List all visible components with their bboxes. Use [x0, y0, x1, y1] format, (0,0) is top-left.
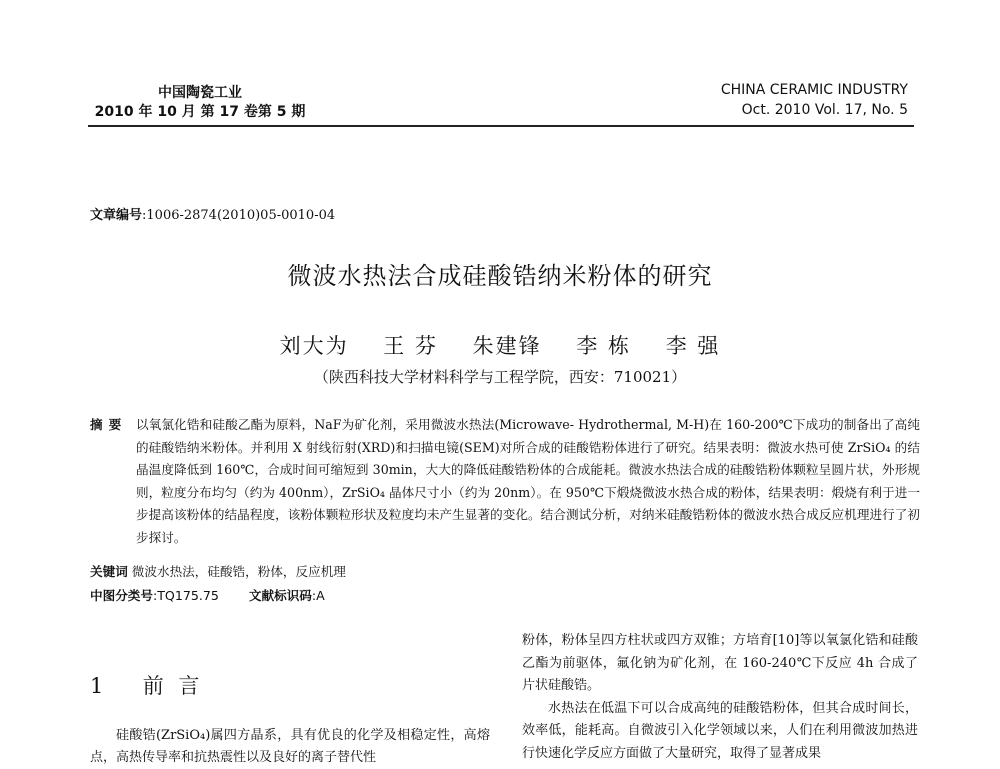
journal-header-en	[721, 80, 908, 120]
keywords-text: 微波水热法，硅酸锆，粉体，反应机理	[131, 564, 346, 579]
clc-label: 中图分类号	[90, 588, 153, 603]
issue-info-cn: 2010 年 10 月 第 17 卷第 5 期	[94, 104, 306, 120]
article-number	[90, 204, 335, 223]
author-list	[0, 330, 1000, 360]
right-column	[522, 630, 918, 765]
keywords	[90, 561, 346, 580]
header-divider	[88, 125, 914, 127]
keywords-label: 关键词	[90, 564, 128, 579]
classification-line	[90, 585, 325, 604]
article-number-value: :1006-2874(2010)05-0010-04	[142, 208, 336, 223]
paper-title: 微波水热法合成硅酸锆纳米粉体的研究	[287, 262, 713, 290]
doc-code-label: 文献标识码	[248, 588, 312, 603]
journal-name-en: CHINA CERAMIC INDUSTRY	[720, 82, 908, 98]
clc-value: :TQ175.75	[152, 588, 219, 603]
section-title: 前 言	[142, 674, 204, 698]
journal-header-cn	[90, 84, 310, 122]
author-affiliation: （陕西科技大学材料科学与工程学院，西安：710021）	[313, 368, 687, 386]
author: 李 栋	[576, 334, 632, 358]
abstract-text: 以氧氯化锆和硅酸乙酯为原料，NaF为矿化剂，采用微波水热法(Microwave- Hydrothermal, M-H)在 160-200℃下成功的制备出了高纯的硅酸锆纳米粉体。并利用 X 射线衍射(XRD)和扫描电镜(SEM)对所合成的硅酸锆粉体进行了研究。结果表明：微波水热可使 ZrSiO₄ 的结晶温度降低到 160℃，合成时间可缩短到 30min，大大的降低硅酸锆粉体的合成能耗。微波水热法合成的硅酸锆粉体颗粒呈圆片状，外形规则，粒度分布均匀（约为 400nm），ZrSiO₄ 晶体尺寸小（约为 20nm）。在 950℃下煅烧微波水热合成的粉体，结果表明：煅烧有利于进一步提高该粉体的结晶程度，该粉体颗粒形状及粒度均未产生显著的变化。结合测试分析，对纳米硅酸锆粉体的微波水热合成反应机理进行了初步探讨。	[136, 417, 920, 545]
author: 朱建锋	[472, 334, 542, 358]
abstract-label: 摘要	[90, 417, 128, 432]
right-paragraph-2: 水热法在低温下可以合成高纯的硅酸锆粉体，但其合成时间长，效率低，能耗高。自微波引入化学领域以来，人们在利用微波加热进行快速化学反应方面做了大量研究，取得了显著成果	[522, 700, 918, 761]
author: 王 芬	[383, 334, 438, 358]
author: 刘大为	[279, 334, 349, 358]
right-paragraph-1: 粉体，粉体呈四方柱状或四方双锥；方培育[10]等以氧氯化锆和硅酸乙酯为前驱体，氟化钠为矿化剂，在 160-240℃下反应 4h 合成了片状硅酸锆。	[522, 633, 918, 693]
abstract	[90, 414, 920, 549]
journal-name-cn: 中国陶瓷工业	[158, 85, 242, 101]
doc-code-value: :A	[311, 588, 325, 603]
author: 李 强	[665, 334, 721, 358]
issue-info-en: Oct. 2010 Vol. 17, No. 5	[741, 102, 908, 118]
article-number-label: 文章编号	[90, 208, 143, 223]
left-column-paragraph: 硅酸锆(ZrSiO₄)属四方晶系，具有优良的化学及相稳定性，高熔点，高热传导率和抗热震性以及良好的离子替代性	[90, 728, 490, 765]
section-number: 1	[90, 674, 108, 698]
section-heading	[90, 670, 203, 700]
